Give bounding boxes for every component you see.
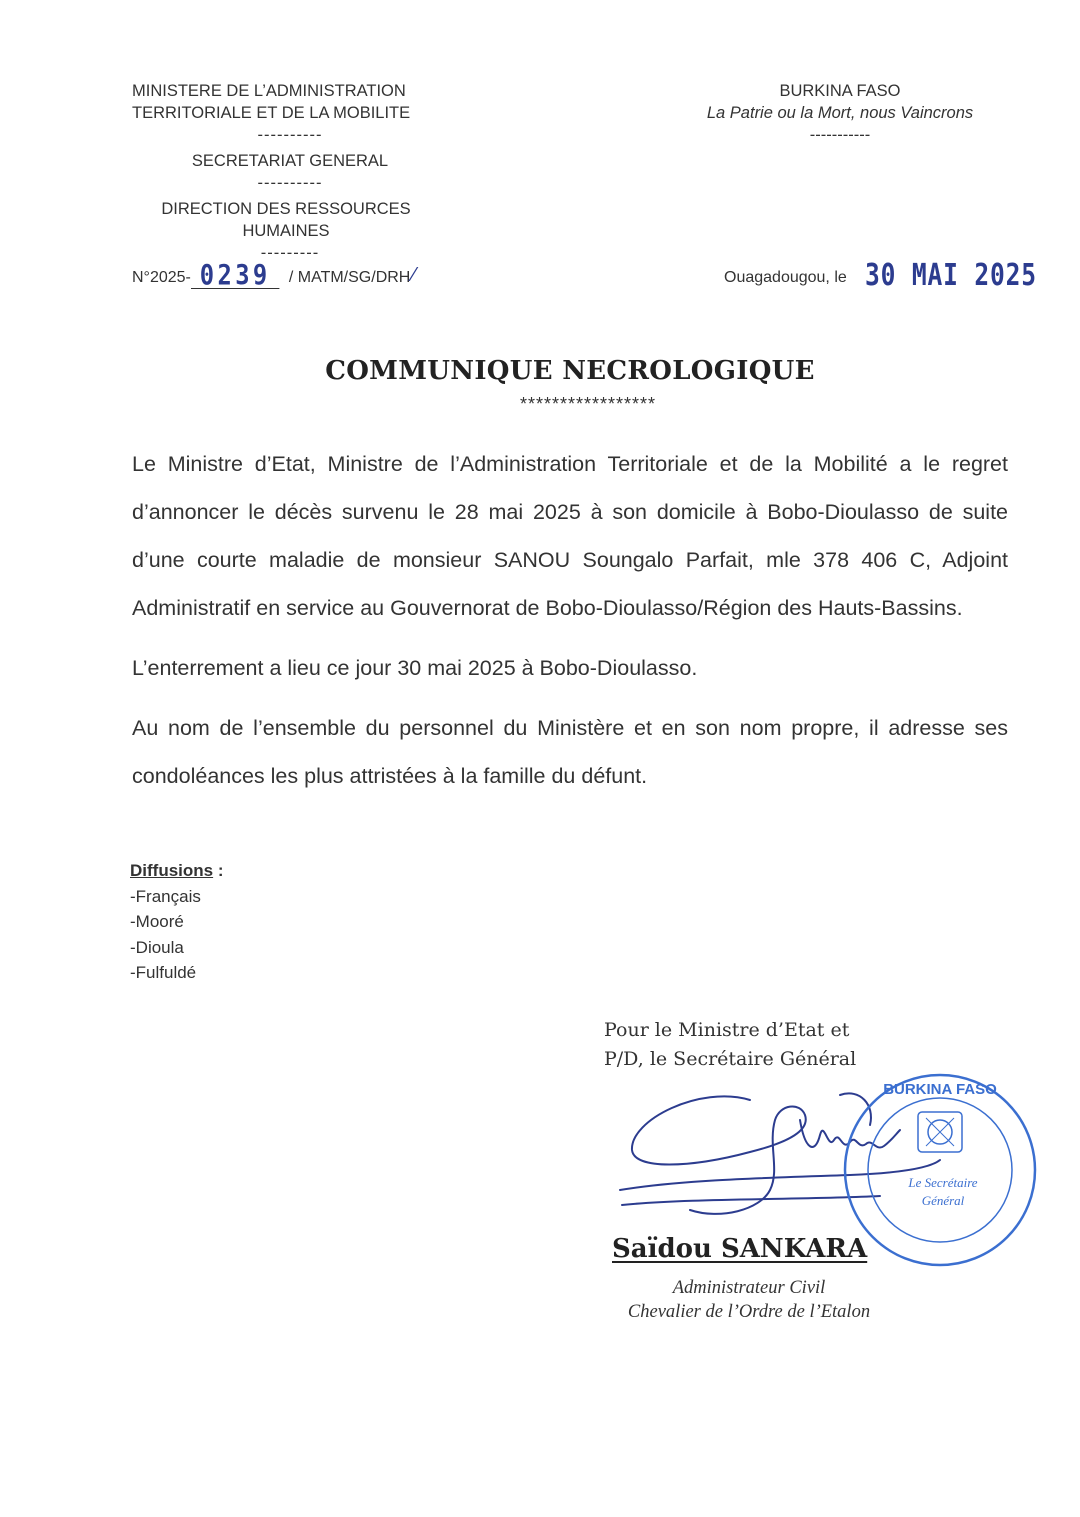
communique-body <box>132 440 1008 800</box>
ministry-name-line1: MINISTERE DE L’ADMINISTRATION <box>132 82 406 100</box>
country-name: BURKINA FASO <box>779 82 901 100</box>
seal-top-text: BURKINA FASO <box>883 1081 997 1098</box>
secretariat-label: SECRETARIAT GENERAL <box>191 152 389 170</box>
diffusion-colon: : <box>213 861 224 880</box>
ink-mark-icon: ⁄ <box>412 264 416 286</box>
seal-center-line1: Le Secrétaire <box>908 1175 978 1190</box>
direction-label: DIRECTION DES RESSOURCES HUMAINES <box>161 200 411 240</box>
document-title: COMMUNIQUE NECROLOGIQUE <box>325 356 815 386</box>
signer-title-line1: Administrateur Civil <box>672 1278 826 1298</box>
signer-name: Saïdou SANKARA <box>612 1234 868 1264</box>
seal-center-line2: Général <box>921 1193 965 1208</box>
diffusion-item: -Dioula <box>130 937 184 957</box>
date-line <box>724 258 1074 293</box>
signer-titles <box>604 1276 894 1324</box>
reference-suffix: / MATM/SG/DRH <box>288 269 411 286</box>
ministry-name-line2: TERRITORIALE ET DE LA MOBILITE <box>132 104 411 122</box>
country-header <box>680 80 1000 146</box>
signature-line1: Pour le Ministre d’Etat et <box>604 1019 850 1041</box>
body-paragraph: Au nom de l’ensemble du personnel du Ministère et en son nom propre, il adresse ses condoléances les plus attristées à la famille du défunt. <box>132 716 1008 788</box>
header-separator: --------- <box>260 244 320 262</box>
ministry-header <box>130 80 450 264</box>
header-separator: ----------- <box>809 126 871 144</box>
reference-number <box>132 258 416 291</box>
date-place: Ouagadougou, le <box>724 269 847 286</box>
body-paragraph: Le Ministre d’Etat, Ministre de l’Administration Territoriale et de la Mobilité a le regret d’annoncer le décès survenu le 28 mai 2025 à son domicile à Bobo-Dioulasso de suite d’une courte maladie de monsieur SANOU Soungalo Parfait, mle 378 406 C, Adjoint Administratif en service au Gouvernorat de Bobo-Dioulasso/Région des Hauts-Bassins. <box>132 452 1008 620</box>
diffusion-item: -Français <box>130 886 201 906</box>
title-decoration: ***************** <box>519 394 657 414</box>
header-separator: ---------- <box>257 126 323 144</box>
header-separator: ---------- <box>257 174 323 192</box>
diffusion-item: -Mooré <box>130 912 184 931</box>
reference-stamped-number: 0239 <box>191 262 279 289</box>
diffusion-item: -Fulfuldé <box>130 963 197 982</box>
official-seal-icon <box>845 1075 1035 1265</box>
reference-prefix: N°2025- <box>132 269 191 286</box>
date-stamp: 30 MAI 2025 <box>864 258 1037 293</box>
signature-line2: P/D, le Secrétaire Général <box>604 1048 857 1070</box>
national-motto: La Patrie ou la Mort, nous Vaincrons <box>706 104 974 122</box>
handwritten-signature <box>620 1093 940 1214</box>
signer-title-line2: Chevalier de l’Ordre de l’Etalon <box>627 1302 871 1322</box>
diffusion-heading: Diffusions <box>130 861 214 880</box>
body-paragraph: L’enterrement a lieu ce jour 30 mai 2025 à Bobo-Dioulasso. <box>132 656 698 680</box>
diffusion-list <box>130 858 224 986</box>
